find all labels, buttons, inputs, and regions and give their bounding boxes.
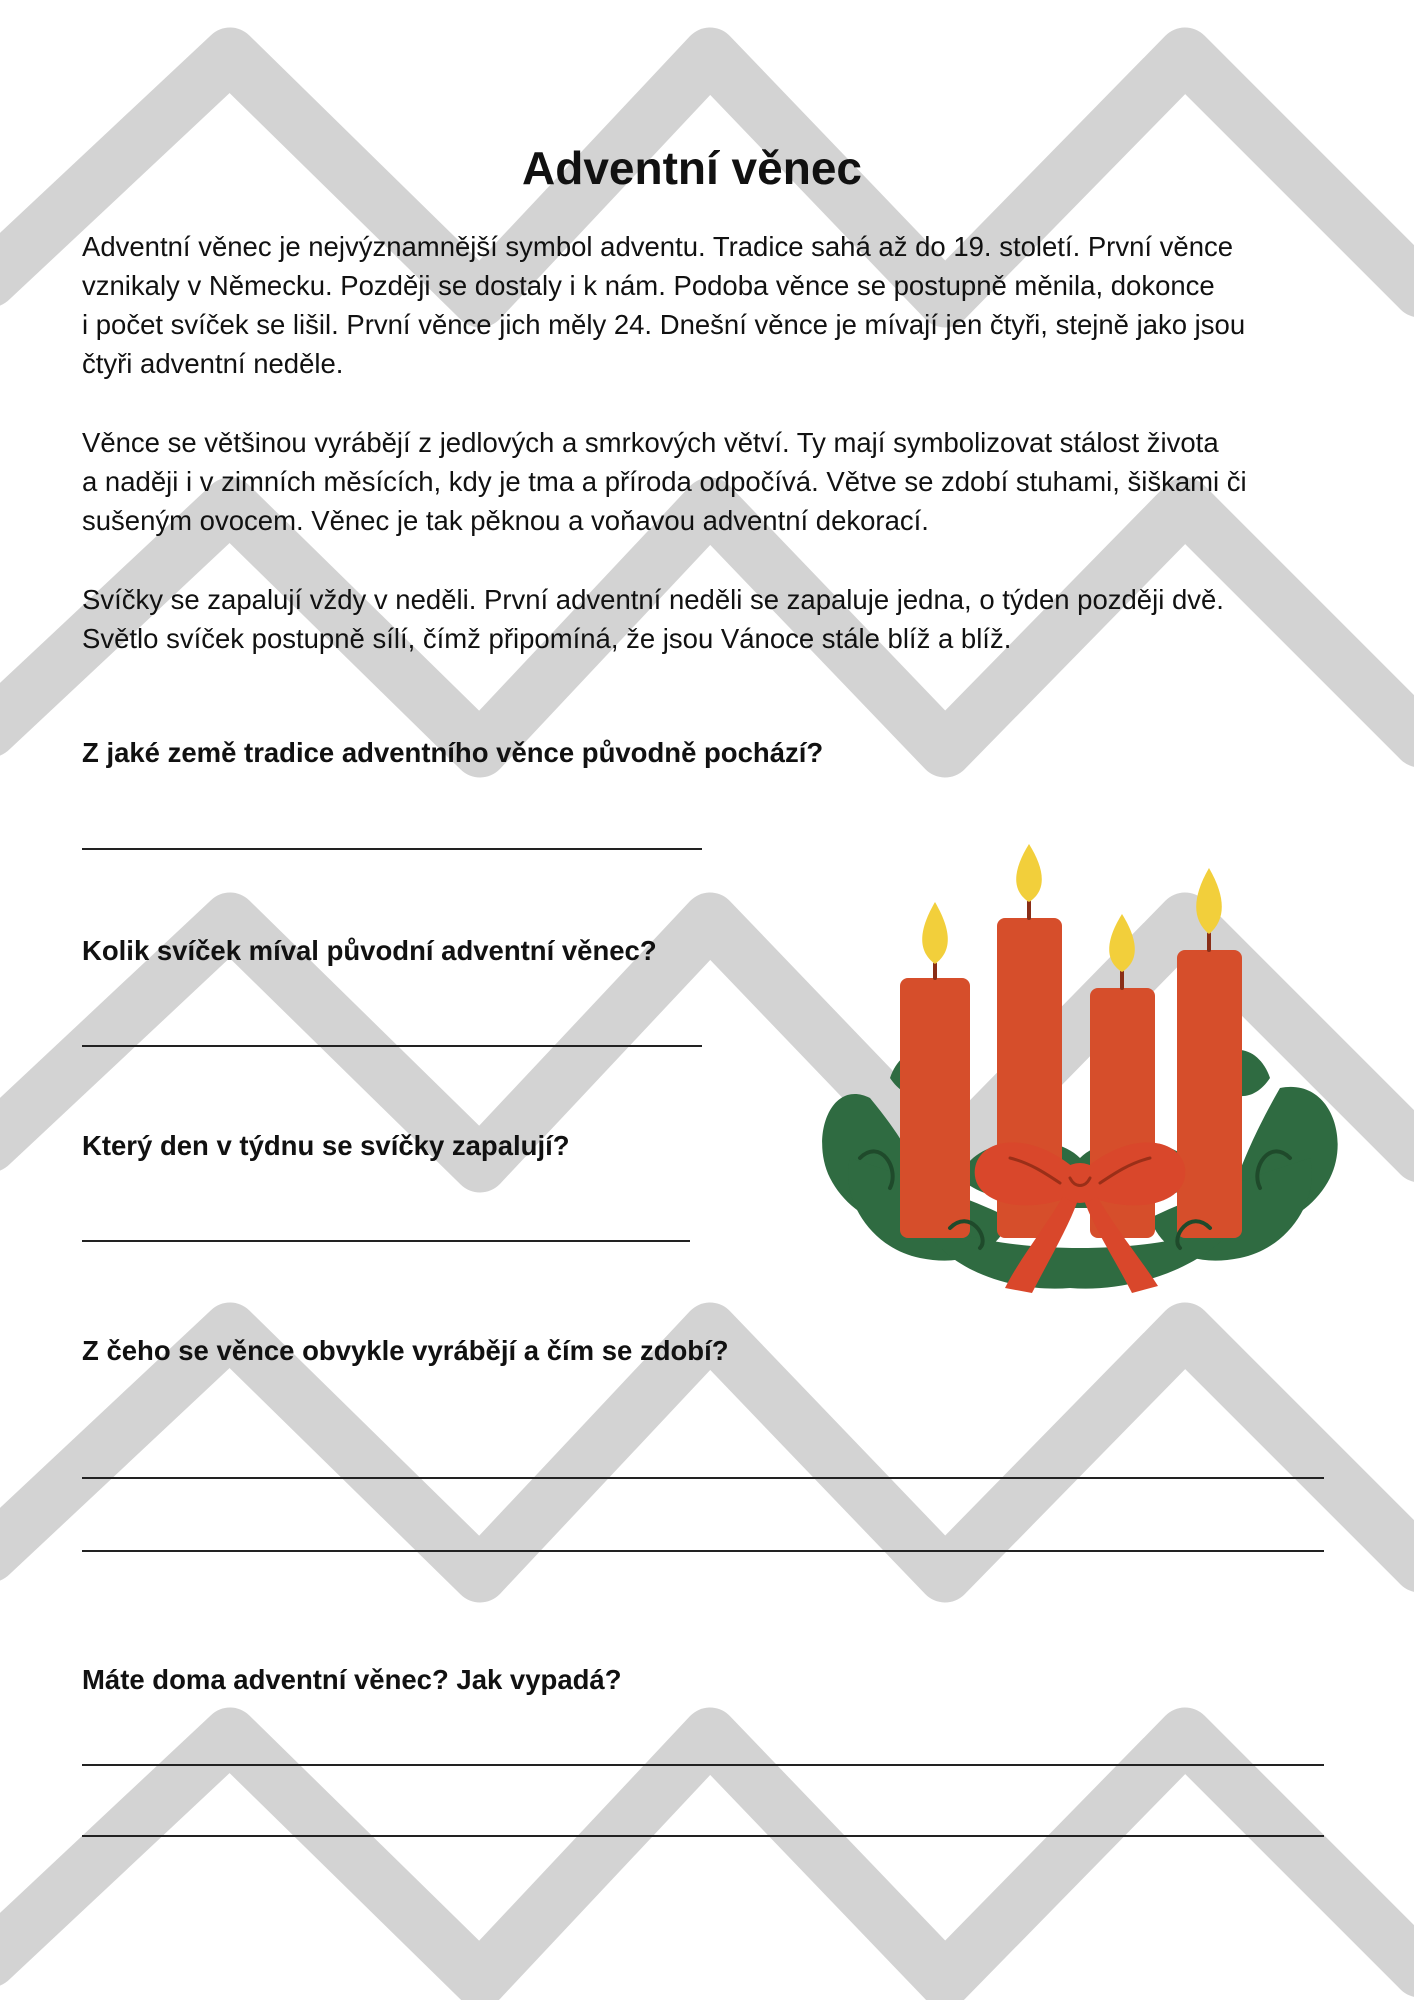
answer-line-own-wreath-1[interactable] — [82, 1764, 1324, 1766]
paragraph-candles: Svíčky se zapalují vždy v neděli. První adventní neděli se zapaluje jedna, o týden později dvě. Světlo svíček postupně sílí, čímž připomíná, že jsou Vánoce stále blíž a blíž. — [82, 584, 1224, 654]
answer-line-candle-count[interactable] — [82, 1045, 702, 1047]
answer-line-own-wreath-2[interactable] — [82, 1835, 1324, 1837]
advent-wreath-illustration — [810, 838, 1350, 1378]
answer-line-origin-country[interactable] — [82, 848, 702, 850]
flames — [922, 844, 1222, 972]
candle-1 — [900, 978, 970, 1238]
paragraph-materials: Věnce se většinou vyrábějí z jedlových a smrkových větví. Ty mají symbolizovat stálost života a naději i v zimních měsících, kdy je tma a příroda odpočívá. Větve se zdobí stuhami, šiškami či sušeným ovocem. Věnec je tak pěknou a voňavou adventní dekorací. — [82, 427, 1247, 536]
question-origin-country: Z jaké země tradice adventního věnce původně pochází? — [82, 737, 824, 768]
question-candle-count: Kolik svíček míval původní adventní věnec? — [82, 935, 657, 966]
answer-line-materials-2[interactable] — [82, 1550, 1324, 1552]
question-materials-decoration: Z čeho se věnce obvykle vyrábějí a čím se zdobí? — [82, 1335, 729, 1366]
candle-4 — [1177, 950, 1242, 1238]
page-title: Adventní věnec — [522, 142, 862, 194]
question-lighting-day: Který den v týdnu se svíčky zapalují? — [82, 1130, 570, 1161]
answer-line-materials-1[interactable] — [82, 1477, 1324, 1479]
question-own-wreath: Máte doma adventní věnec? Jak vypadá? — [82, 1664, 622, 1695]
paragraph-history: Adventní věnec je nejvýznamnější symbol adventu. Tradice sahá až do 19. století. První věnce vznikaly v Německu. Později se dostaly i k nám. Podoba věnce se postupně měnila, dokonce i počet svíček se lišil. První věnce jich měly 24. Dnešní věnce je mívají jen čtyři, stejně jako jsou čtyři adventní neděle. — [82, 231, 1246, 379]
answer-line-lighting-day[interactable] — [82, 1240, 690, 1242]
